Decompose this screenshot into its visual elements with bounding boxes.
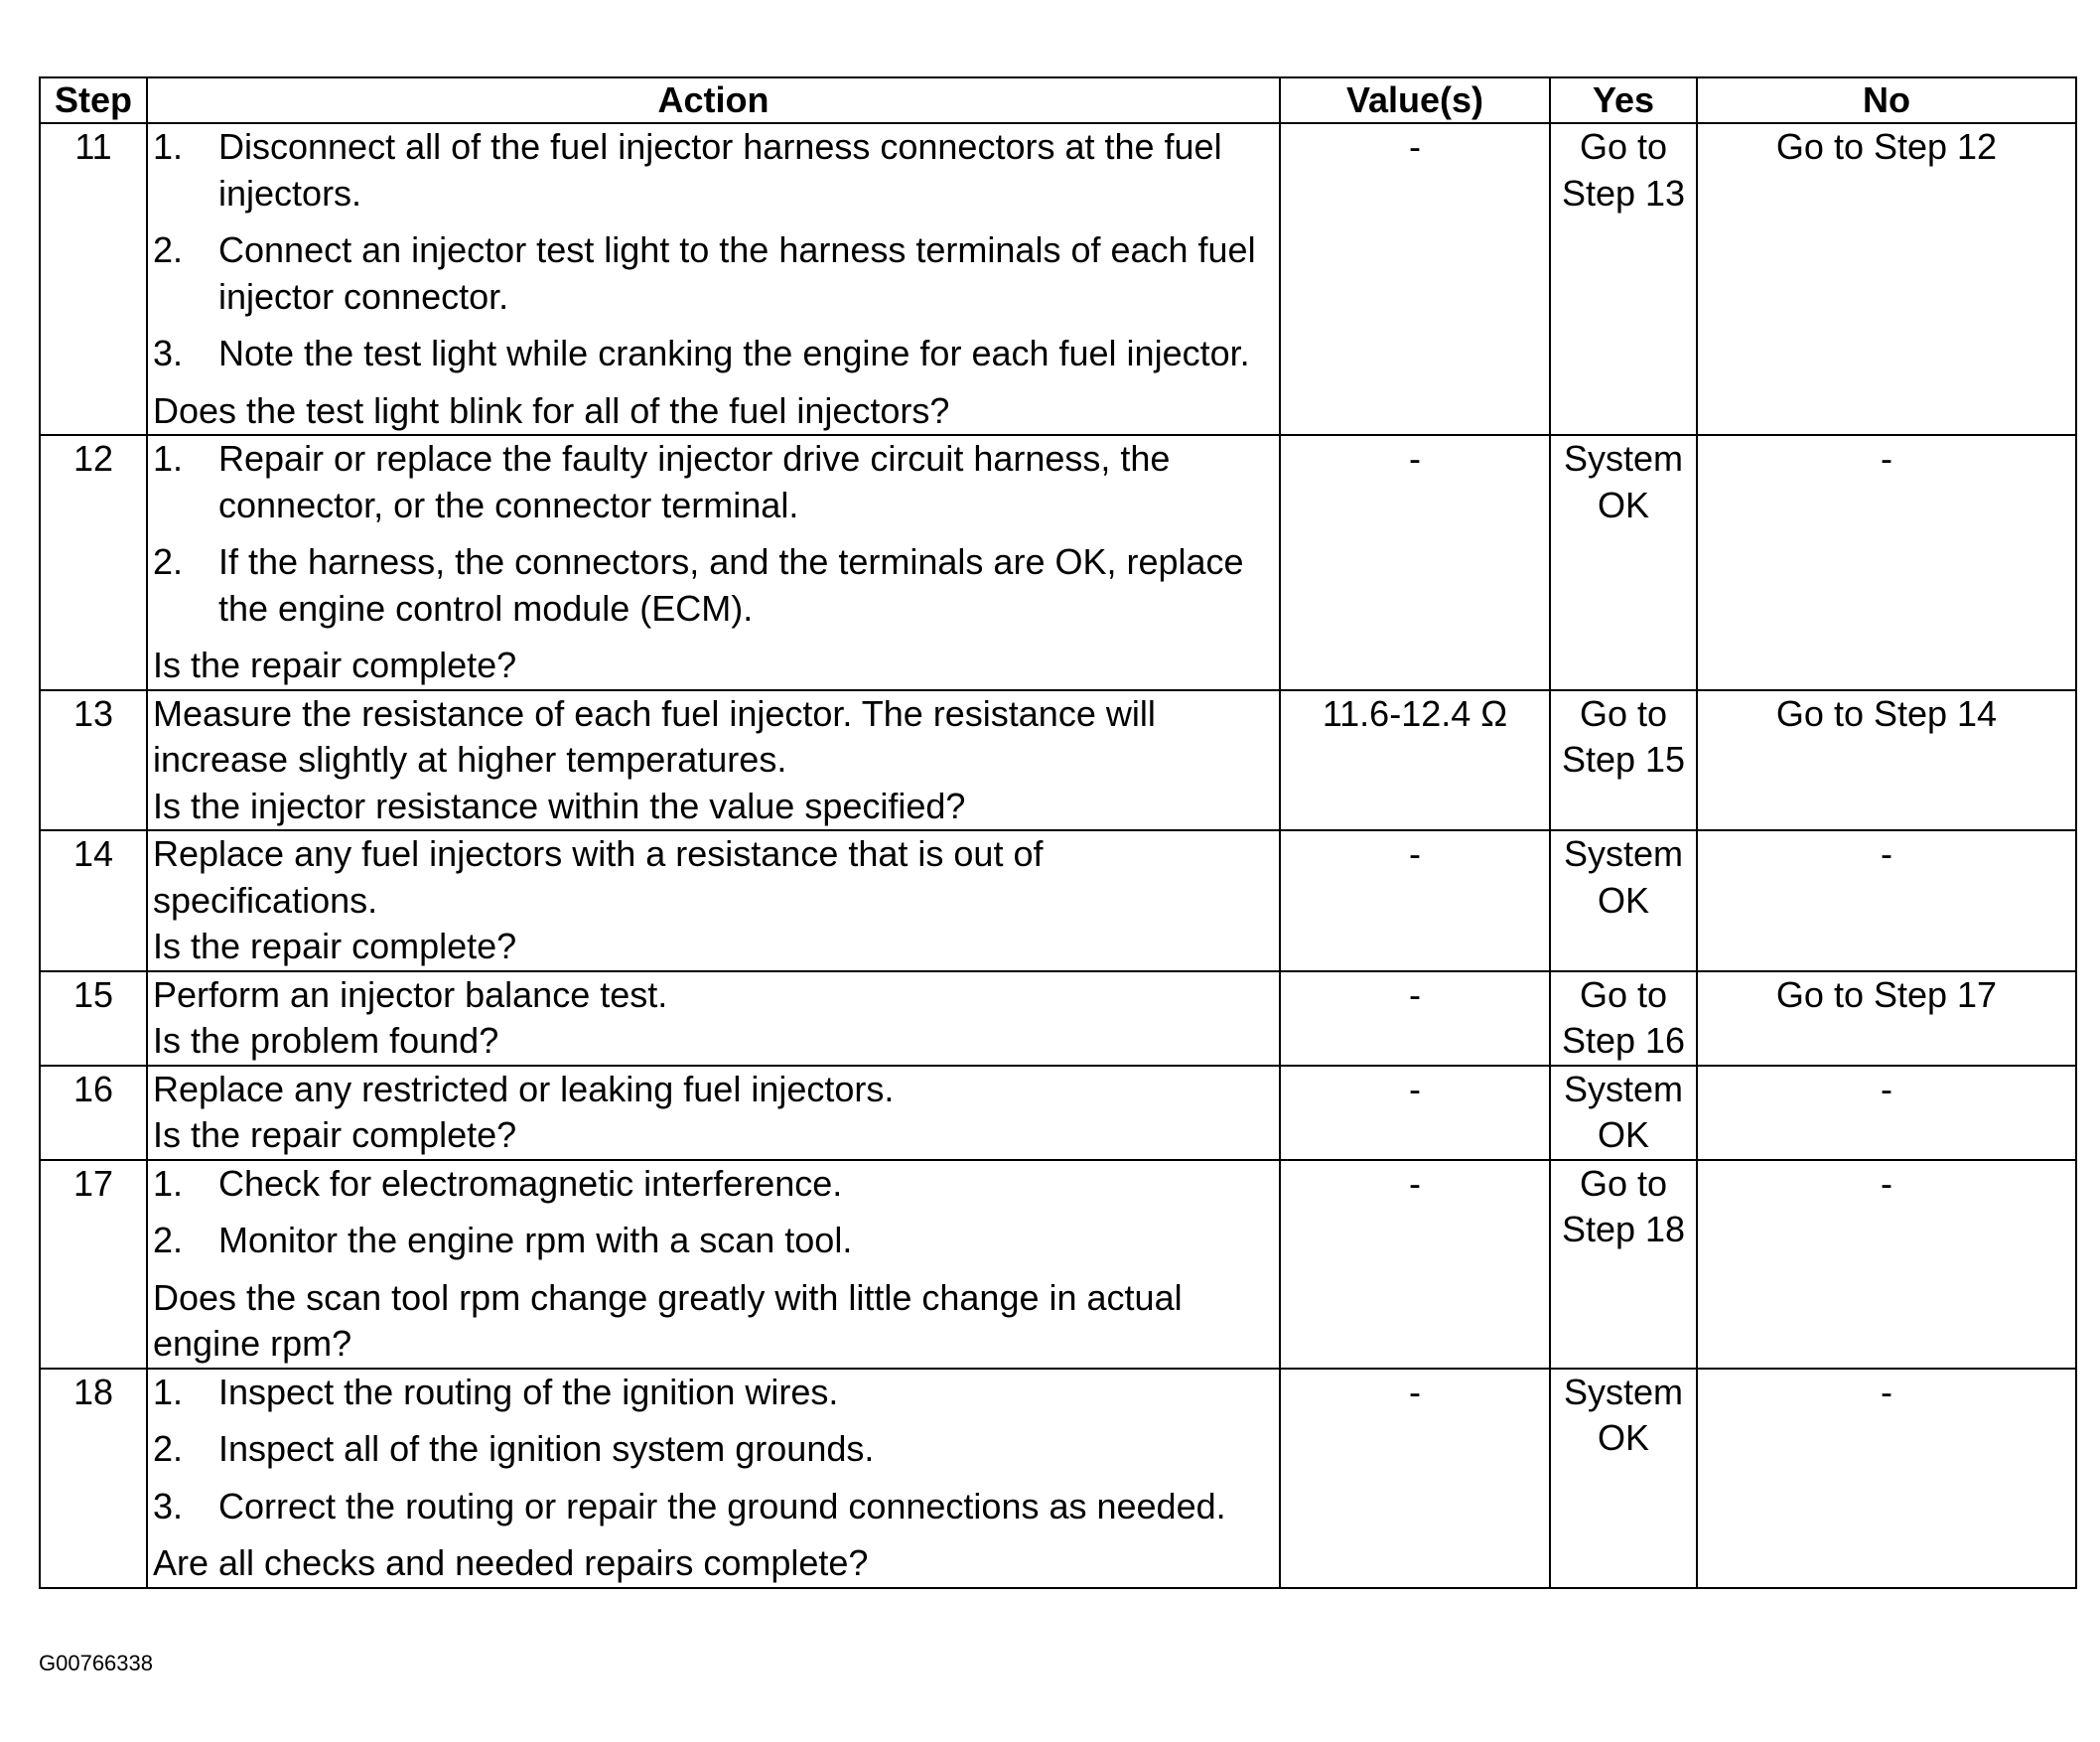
action-item-number: 2. — [153, 541, 184, 582]
value-cell: - — [1280, 1160, 1550, 1369]
no-cell: - — [1697, 1066, 2076, 1160]
action-item-number: 1. — [153, 126, 184, 167]
header-row — [40, 77, 2076, 123]
yes-cell: System OK — [1550, 1369, 1697, 1588]
value-cell: 11.6-12.4 Ω — [1280, 690, 1550, 831]
step-number: 17 — [40, 1160, 147, 1369]
action-item-text: Repair or replace the faulty injector drive circuit harness, the connector, or the connector terminal. — [218, 438, 1171, 525]
no-cell: Go to Step 14 — [1697, 690, 2076, 831]
action-cell — [147, 435, 1280, 690]
step-number: 14 — [40, 830, 147, 971]
action-item-number: 3. — [153, 1485, 184, 1526]
no-cell: - — [1697, 1160, 2076, 1369]
action-item — [153, 124, 1274, 217]
header-action: Action — [147, 77, 1280, 123]
action-item — [153, 227, 1274, 320]
action-text: Replace any restricted or leaking fuel injectors. Is the repair complete? — [153, 1068, 895, 1155]
action-cell — [147, 1160, 1280, 1369]
yes-cell: Go to Step 13 — [1550, 123, 1697, 435]
table-row — [40, 690, 2076, 831]
step-number: 12 — [40, 435, 147, 690]
action-item-number: 2. — [153, 1428, 184, 1469]
action-item-text: Correct the routing or repair the ground connections as needed. — [218, 1485, 1226, 1526]
action-item — [153, 1161, 1274, 1208]
step-number: 13 — [40, 690, 147, 831]
action-cell — [147, 1066, 1280, 1160]
header-no: No — [1697, 77, 2076, 123]
action-item — [153, 436, 1274, 528]
no-cell: - — [1697, 435, 2076, 690]
yes-cell: System OK — [1550, 830, 1697, 971]
table-row — [40, 1160, 2076, 1369]
table-row — [40, 123, 2076, 435]
action-item-text: Inspect all of the ignition system grounds. — [218, 1428, 875, 1469]
action-item — [153, 331, 1274, 377]
header-yes: Yes — [1550, 77, 1697, 123]
action-item-text: Disconnect all of the fuel injector harness connectors at the fuel injectors. — [218, 126, 1222, 214]
table-body — [40, 123, 2076, 1588]
action-item-number: 1. — [153, 438, 184, 479]
value-cell: - — [1280, 971, 1550, 1066]
no-cell: - — [1697, 830, 2076, 971]
action-list — [153, 124, 1274, 377]
no-cell: Go to Step 12 — [1697, 123, 2076, 435]
value-cell: - — [1280, 123, 1550, 435]
yes-cell: Go to Step 18 — [1550, 1160, 1697, 1369]
action-list — [153, 436, 1274, 632]
step-number: 16 — [40, 1066, 147, 1160]
header-step: Step — [40, 77, 147, 123]
action-list — [153, 1161, 1274, 1264]
yes-cell: System OK — [1550, 1066, 1697, 1160]
table-row — [40, 1066, 2076, 1160]
action-item-text: Check for electromagnetic interference. — [218, 1162, 843, 1204]
step-number: 18 — [40, 1369, 147, 1588]
value-cell: - — [1280, 435, 1550, 690]
action-item-number: 1. — [153, 1162, 184, 1204]
action-item-text: If the harness, the connectors, and the terminals are OK, replace the engine control module (ECM). — [218, 541, 1244, 629]
value-cell: - — [1280, 1369, 1550, 1588]
yes-cell: System OK — [1550, 435, 1697, 690]
action-item-number: 2. — [153, 1220, 184, 1260]
action-item-number: 3. — [153, 333, 184, 373]
action-text: Are all checks and needed repairs complete? — [153, 1542, 869, 1583]
action-cell — [147, 1369, 1280, 1588]
action-item — [153, 1370, 1274, 1416]
table-row — [40, 1369, 2076, 1588]
table-row — [40, 830, 2076, 971]
figure-id: G00766338 — [39, 1651, 153, 1675]
action-cell — [147, 690, 1280, 831]
value-cell: - — [1280, 1066, 1550, 1160]
action-item — [153, 1218, 1274, 1264]
action-item-text: Inspect the routing of the ignition wires. — [218, 1371, 839, 1412]
no-cell: - — [1697, 1369, 2076, 1588]
action-item-text: Monitor the engine rpm with a scan tool. — [218, 1220, 853, 1260]
action-item-number: 2. — [153, 229, 184, 270]
action-text: Measure the resistance of each fuel injector. The resistance will increase slightly at higher temperatures. Is the injector resistance within the value specified? — [153, 692, 1156, 826]
action-text: Perform an injector balance test. Is the problem found? — [153, 973, 668, 1061]
action-item-text: Note the test light while cranking the engine for each fuel injector. — [218, 333, 1250, 373]
step-number: 11 — [40, 123, 147, 435]
action-item — [153, 539, 1274, 632]
action-list — [153, 1370, 1274, 1530]
action-cell — [147, 830, 1280, 971]
yes-cell: Go to Step 15 — [1550, 690, 1697, 831]
step-number: 15 — [40, 971, 147, 1066]
header-values: Value(s) — [1280, 77, 1550, 123]
action-cell — [147, 971, 1280, 1066]
action-item — [153, 1484, 1274, 1530]
action-item-text: Connect an injector test light to the harness terminals of each fuel injector connector. — [218, 229, 1256, 317]
action-text: Does the test light blink for all of the fuel injectors? — [153, 389, 950, 431]
action-text: Is the repair complete? — [153, 645, 517, 685]
yes-cell: Go to Step 16 — [1550, 971, 1697, 1066]
no-cell: Go to Step 17 — [1697, 971, 2076, 1066]
action-item — [153, 1426, 1274, 1473]
action-text: Does the scan tool rpm change greatly with little change in actual engine rpm? — [153, 1276, 1183, 1364]
table-row — [40, 435, 2076, 690]
value-cell: - — [1280, 830, 1550, 971]
diagnostic-table — [39, 76, 2077, 1589]
action-cell — [147, 123, 1280, 435]
action-text: Replace any fuel injectors with a resistance that is out of specifications. Is the repair complete? — [153, 833, 1044, 966]
action-item-number: 1. — [153, 1371, 184, 1412]
table-row — [40, 971, 2076, 1066]
